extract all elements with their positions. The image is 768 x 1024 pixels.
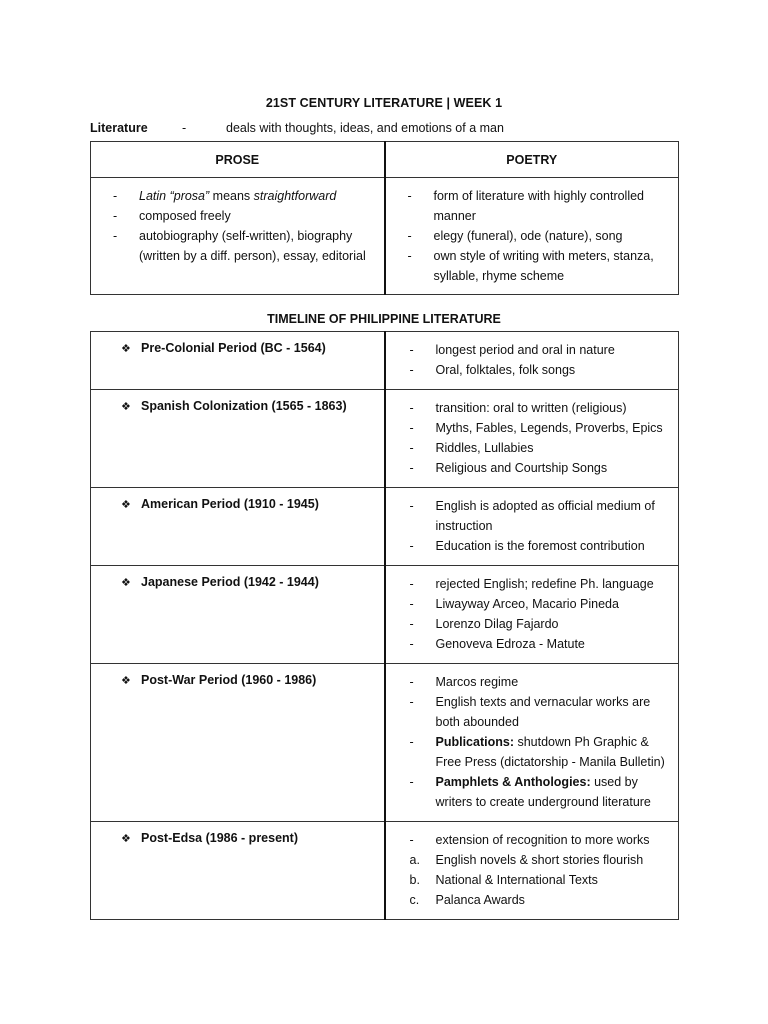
list-dash: - <box>409 833 414 847</box>
literature-definition <box>90 121 504 135</box>
list-dash: - <box>409 539 414 553</box>
list-dash: - <box>409 343 414 357</box>
table-row <box>91 664 679 822</box>
list-dash: - <box>409 461 414 475</box>
list-letter: c. <box>409 893 420 907</box>
list-item-label: Pamphlets & Anthologies: <box>435 775 591 789</box>
prose-header: PROSE <box>91 142 385 178</box>
timeline-title: TIMELINE OF PHILIPPINE LITERATURE <box>267 312 501 326</box>
period-cell <box>91 488 385 566</box>
period-cell <box>91 664 385 822</box>
list-item-text: Palanca Awards <box>435 893 525 907</box>
diamond-bullet-icon: ❖ <box>121 499 131 511</box>
prose-item-text: composed freely <box>139 209 231 223</box>
list-item <box>410 850 671 870</box>
poetry-cell <box>385 178 679 295</box>
list-dash: - <box>409 637 414 651</box>
list-item <box>410 672 671 692</box>
list-item <box>410 340 671 360</box>
poetry-item <box>408 186 669 226</box>
list-dash: - <box>409 577 414 591</box>
list-dash: - <box>409 617 414 631</box>
period-name: Post-War Period (1960 - 1986) <box>141 673 317 687</box>
list-dash: - <box>409 363 414 377</box>
list-dash: - <box>407 229 412 243</box>
list-item-text: rejected English; redefine Ph. language <box>435 577 654 591</box>
list-item-text: Lorenzo Dilag Fajardo <box>435 617 559 631</box>
poetry-item <box>408 226 669 246</box>
list-item <box>410 890 671 910</box>
period-name: Pre-Colonial Period (BC - 1564) <box>141 341 326 355</box>
list-dash: - <box>409 401 414 415</box>
period-details <box>385 390 679 488</box>
list-item-text: shutdown Ph Graphic & Free Press (dictatorship - Manila Bulletin) <box>435 735 665 769</box>
list-dash: - <box>409 775 414 789</box>
list-dash: - <box>409 695 414 709</box>
list-item-text: Marcos regime <box>435 675 519 689</box>
list-item-text: Myths, Fables, Legends, Proverbs, Epics <box>435 421 663 435</box>
list-item-text: Genoveva Edroza - Matute <box>435 637 585 651</box>
poetry-item-text: elegy (funeral), ode (nature), song <box>433 229 623 243</box>
prose-cell <box>91 178 385 295</box>
document-title: 21ST CENTURY LITERATURE | WEEK 1 <box>265 96 503 110</box>
list-dash: - <box>409 441 414 455</box>
list-item <box>410 398 671 418</box>
list-letter: b. <box>409 873 420 887</box>
definition-term: Literature <box>90 121 148 135</box>
table-row <box>91 488 679 566</box>
prose-latin-term: Latin “prosa” <box>139 189 210 203</box>
table-row <box>91 390 679 488</box>
table-row <box>91 332 679 390</box>
list-dash: - <box>409 675 414 689</box>
prose-poetry-table <box>90 141 679 295</box>
list-item <box>410 634 671 654</box>
period-cell <box>91 332 385 390</box>
period-details <box>385 566 679 664</box>
period-details <box>385 664 679 822</box>
diamond-bullet-icon: ❖ <box>121 401 131 413</box>
period-name: Spanish Colonization (1565 - 1863) <box>141 399 347 413</box>
list-dash: - <box>113 209 118 223</box>
list-item-text: Riddles, Lullabies <box>435 441 534 455</box>
prose-item <box>113 226 374 266</box>
list-dash: - <box>407 189 412 203</box>
period-cell <box>91 390 385 488</box>
diamond-bullet-icon: ❖ <box>121 675 131 687</box>
poetry-item <box>408 246 669 286</box>
prose-item-text: autobiography (self-written), biography (written by a diff. person), essay, editorial <box>139 229 366 263</box>
list-item <box>410 732 671 772</box>
list-item-label: Publications: <box>435 735 514 749</box>
list-dash: - <box>113 189 118 203</box>
list-item-text: Religious and Courtship Songs <box>435 461 608 475</box>
list-item-text: Liwayway Arceo, Macario Pineda <box>435 597 619 611</box>
diamond-bullet-icon: ❖ <box>121 577 131 589</box>
prose-means: means <box>209 189 254 203</box>
list-item <box>410 830 671 850</box>
list-dash: - <box>409 499 414 513</box>
period-name: Post-Edsa (1986 - present) <box>141 831 298 845</box>
period-cell <box>91 566 385 664</box>
list-item <box>410 496 671 536</box>
list-item <box>410 360 671 380</box>
list-item-text: extension of recognition to more works <box>435 833 650 847</box>
timeline-table <box>90 331 679 920</box>
period-details <box>385 822 679 920</box>
poetry-header: POETRY <box>385 142 679 178</box>
poetry-item-text: form of literature with highly controlled manner <box>433 189 645 223</box>
period-cell <box>91 822 385 920</box>
list-item-text: Oral, folktales, folk songs <box>435 363 576 377</box>
period-details <box>385 488 679 566</box>
prose-straightforward: straightforward <box>253 189 337 203</box>
list-item <box>410 574 671 594</box>
period-name: American Period (1910 - 1945) <box>141 497 319 511</box>
list-item <box>410 614 671 634</box>
list-letter: a. <box>409 853 420 867</box>
list-item-text: used by writers to create underground literature <box>435 775 651 809</box>
list-item-text: English novels & short stories flourish <box>435 853 644 867</box>
list-dash: - <box>409 421 414 435</box>
list-item <box>410 870 671 890</box>
list-item <box>410 772 671 812</box>
diamond-bullet-icon: ❖ <box>121 343 131 355</box>
list-dash: - <box>113 229 118 243</box>
list-item <box>410 438 671 458</box>
list-item <box>410 536 671 556</box>
definition-dash: - <box>182 121 187 135</box>
diamond-bullet-icon: ❖ <box>121 833 131 845</box>
list-dash: - <box>407 249 412 263</box>
prose-item <box>113 186 374 206</box>
definition-text: deals with thoughts, ideas, and emotions of a man <box>226 121 504 135</box>
period-details <box>385 332 679 390</box>
list-item-text: transition: oral to written (religious) <box>435 401 627 415</box>
list-item <box>410 458 671 478</box>
list-item-text: longest period and oral in nature <box>435 343 615 357</box>
list-item-text: English texts and vernacular works are both abounded <box>435 695 651 729</box>
list-item <box>410 692 671 732</box>
poetry-item-text: own style of writing with meters, stanza, syllable, rhyme scheme <box>433 249 654 283</box>
list-item <box>410 418 671 438</box>
table-row <box>91 822 679 920</box>
list-item-text: National & International Texts <box>435 873 598 887</box>
period-name: Japanese Period (1942 - 1944) <box>141 575 319 589</box>
list-item-text: English is adopted as official medium of instruction <box>435 499 655 533</box>
list-dash: - <box>409 735 414 749</box>
list-dash: - <box>409 597 414 611</box>
list-item <box>410 594 671 614</box>
prose-item <box>113 206 374 226</box>
list-item-text: Education is the foremost contribution <box>435 539 645 553</box>
table-row <box>91 566 679 664</box>
